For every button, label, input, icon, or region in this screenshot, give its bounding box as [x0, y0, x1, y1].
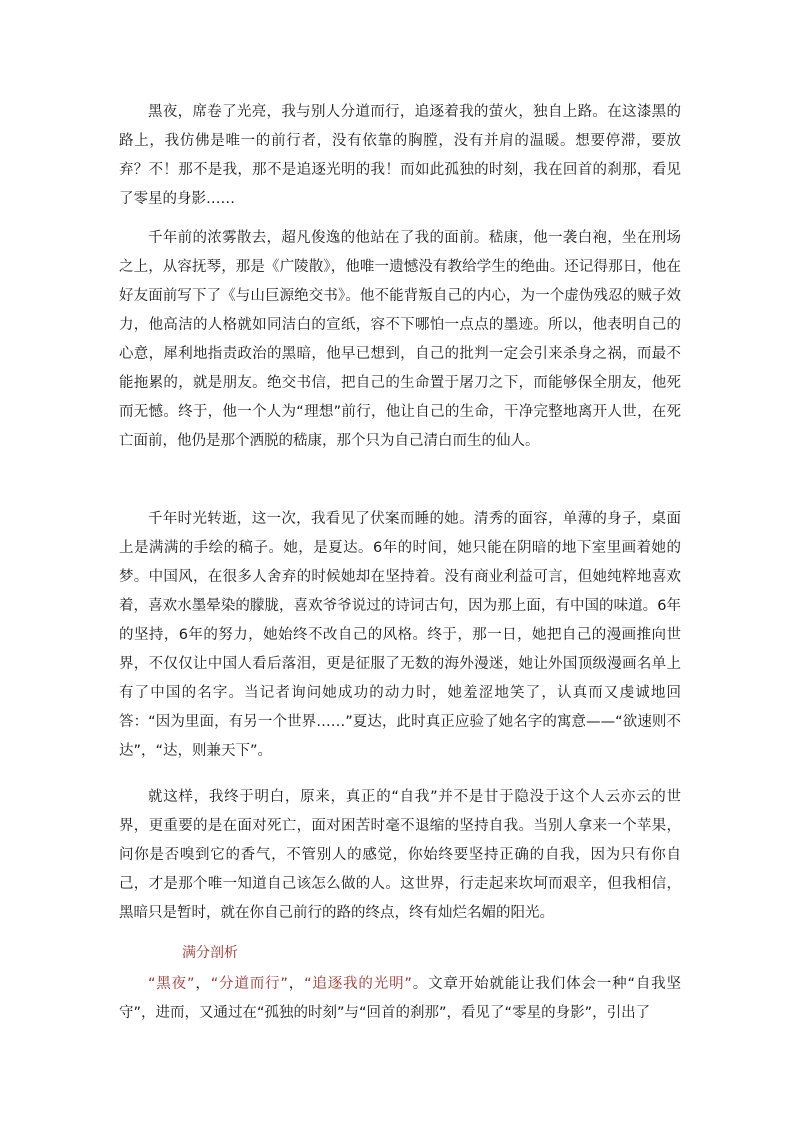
analysis-quote-2: “分道而行”: [210, 976, 288, 992]
essay-paragraph-3: 千年时光转逝，这一次，我看见了伏案而睡的她。清秀的面容，单薄的身子，桌面上是满满的手绘的稿子。她，是夏达。6年的时间，她只能在阴暗的地下室里画着她的梦。中国风，在很多人舍弃的时候她却在坚持着。没有商业利益可言，但她纯粹地喜欢着，喜欢水墨晕染的朦胧，喜欢爷爷说过的诗词古句，因为那上面，有中国的味道。6年的坚持，6年的努力，她始终不改自己的风格。终于，那一日，她把自己的漫画推向世界，不仅仅让中国人看后落泪，更是征服了无数的海外漫迷，她让外国顶级漫画名单上有了中国的名字。当记者询问她成功的动力时，她羞涩地笑了，认真而又虔诚地回答：“因为里面，有另一个世界……”夏达，此时真正应验了她名字的寓意——“欲速则不达”，“达，则兼天下”。: [119, 511, 681, 759]
analysis-paragraph: [119, 970, 681, 1028]
essay-paragraph-4: 就这样，我终于明白，原来，真正的“自我”并不是甘于隐没于这个人云亦云的世界，更重要的是在面对死亡，面对困苦时毫不退缩的坚持自我。当别人拿来一个苹果，问你是否嗅到它的香气，不管别人的感觉，你始终要坚持正确的自我，因为只有你自己，才是那个唯一知道自己该怎么做的人。这世界，行走起来坎坷而艰辛，但我相信，黑暗只是暂时，就在你自己前行的路的终点，终有灿烂名媚的阳光。: [119, 789, 681, 921]
essay-paragraph-2: 千年前的浓雾散去，超凡俊逸的他站在了我的面前。嵇康，他一袭白袍，坐在刑场之上，从容抚琴，那是《广陵散》，他唯一遗憾没有教给学生的绝曲。还记得那日，他在好友面前写下了《与山巨源绝交书》。他不能背叛自己的内心，为一个虚伪残忍的贼子效力，他高洁的人格就如同洁白的宣纸，容不下哪怕一点点的墨迹。所以，他表明自己的心意，犀利地指责政治的黑暗，他早已想到，自己的批判一定会引来杀身之祸，而最不能拖累的，就是朋友。绝交书信，把自己的生命置于屠刀之下，而能够保全朋友，他死而无憾。终于，他一个人为“理想”前行，他让自己的生命，干净完整地离开人世，在死亡面前，他仍是那个洒脱的嵇康，那个只为自己清白而生的仙人。: [119, 230, 681, 449]
analysis-separator-2: ，: [287, 976, 305, 992]
analysis-heading: 满分剖析: [182, 945, 238, 961]
essay-paragraph-1: 黑夜，席卷了光亮，我与别人分道而行，追逐着我的萤火，独自上路。在这漆黑的路上，我仿佛是唯一的前行者，没有依靠的胸膛，没有并肩的温暖。想要停滞，要放弃？不！那不是我，那不是追逐光明的我！而如此孤独的时刻，我在回首的刹那，看见了零星的身影……: [119, 104, 681, 207]
analysis-quote-3: “追逐我的光明”: [304, 976, 412, 992]
analysis-quote-1: “黑夜”: [148, 976, 195, 992]
analysis-separator-1: ，: [194, 976, 211, 992]
analysis-body-text: 。文章开始就能让我们体会一种“自我坚守”，进而，又通过在“孤独的时刻”与“回首的刹那”，看见了“零星的身影”，引出了: [119, 976, 681, 1021]
